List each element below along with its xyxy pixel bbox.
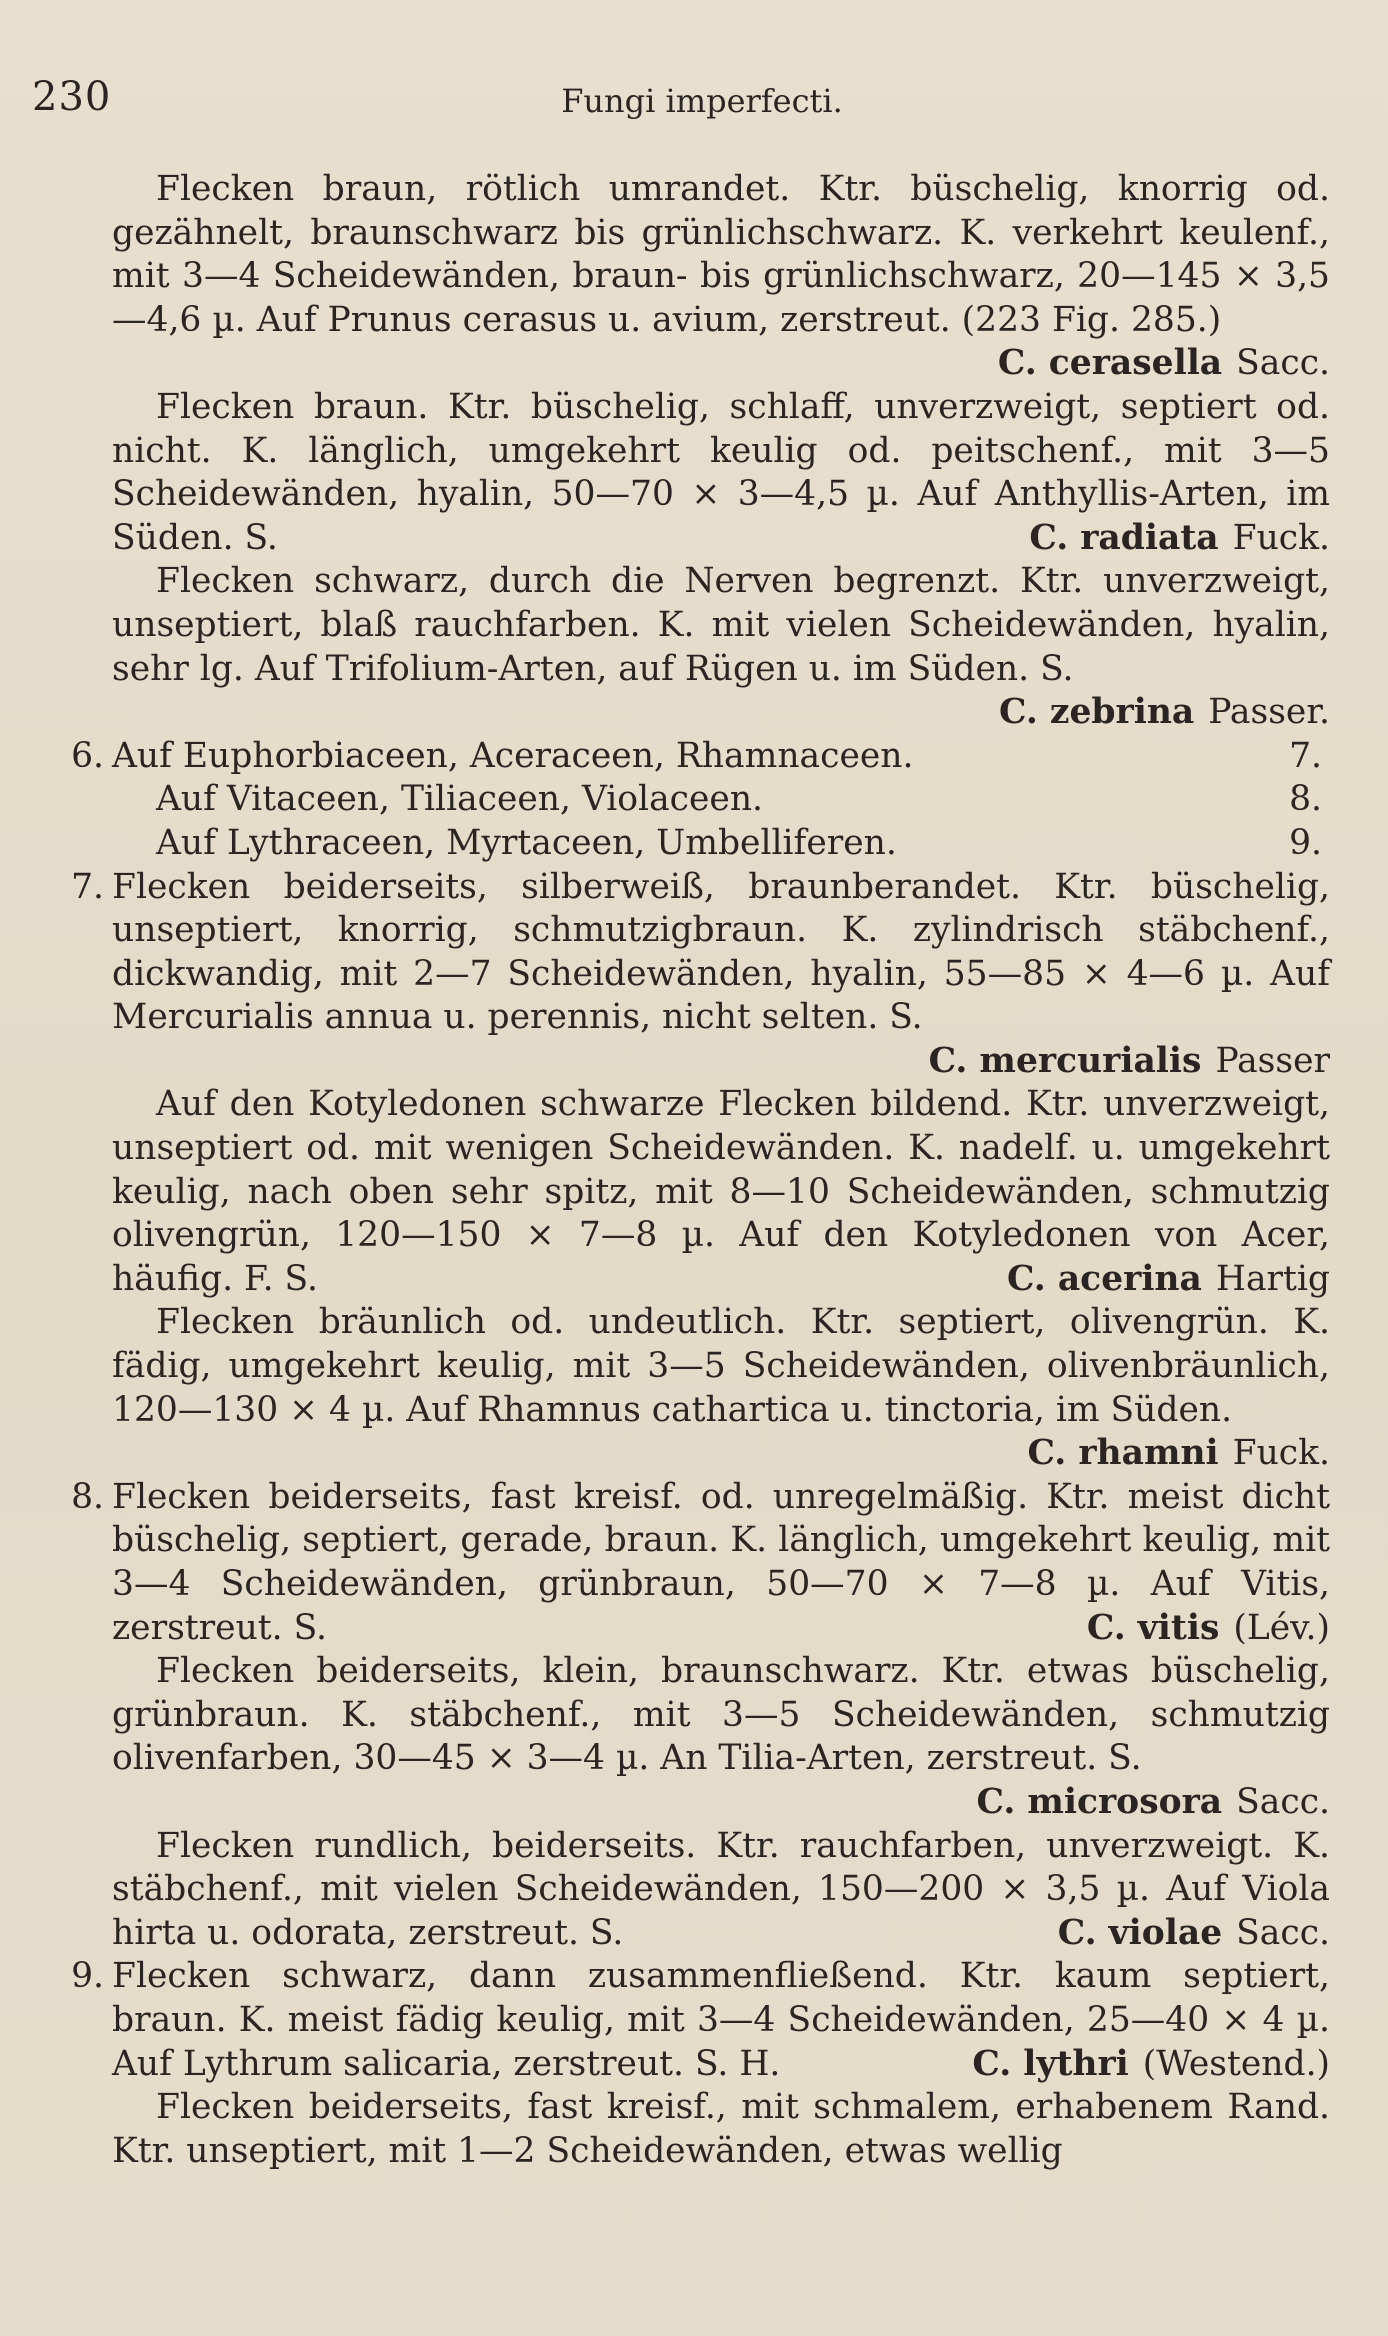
species-entry: [71, 866, 1330, 1084]
key-line-ref: 9.: [1289, 822, 1322, 863]
species-entry: [112, 2086, 1330, 2173]
species-genus: C. rhamni: [1027, 1433, 1219, 1474]
key-number: 9.: [71, 1956, 104, 1997]
species-entry: [112, 168, 1330, 386]
species-entry: [71, 1476, 1330, 1650]
species-name: [965, 517, 1330, 561]
species-author: Fuck.: [1232, 1433, 1330, 1474]
page-body: [71, 168, 1330, 2173]
key-number: 6.: [71, 735, 104, 776]
entry-text: Auf den Kotyledonen schwarze Flecken bildend. Ktr. unverzweigt, unseptiert od. mit wenigen Scheidewänden. K. nadelf. u. umgekehrt keulig, nach oben sehr spitz, mit 8—10 Scheidewänden, schmutzig olivengrün, 120—150 × 7—8 µ. Auf den Kotyledonen von Acer, häufig. F. S.: [112, 1084, 1330, 1299]
species-name: [934, 342, 1330, 386]
species-author: Sacc.: [1236, 1781, 1330, 1822]
species-entry: [112, 386, 1330, 560]
species-entry: [71, 1955, 1330, 2086]
key-couplet-6: [71, 735, 1330, 866]
key-line: [112, 778, 1330, 822]
entry-text: Flecken braun, rötlich umrandet. Ktr. büschelig, knorrig od. gezähnelt, braunschwarz bis grünlichschwarz. K. verkehrt keulenf., mit 3—4 Scheidewänden, braun- bis grünlichschwarz, 20—145 × 3,5—4,6 µ. Auf Prunus cerasus u. avium, zerstreut. (223 Fig. 285.): [112, 169, 1330, 340]
species-entry: [112, 1083, 1330, 1301]
species-name: [1067, 1607, 1330, 1651]
species-genus: C. mercurialis: [928, 1040, 1202, 1081]
entry-text: Flecken rundlich, beiderseits. Ktr. rauchfarben, unverzweigt. K. stäbchenf., mit vielen Scheidewänden, 150—200 × 3,5 µ. Auf Viola hirta u. odorata, zerstreut. S.: [112, 1825, 1330, 1953]
species-genus: C. zebrina: [999, 692, 1195, 733]
species-entry: [112, 560, 1330, 734]
entry-text: Flecken schwarz, durch die Nerven begrenzt. Ktr. unverzweigt, unseptiert, blaß rauchfarben. K. mit vielen Scheidewänden, hyalin, sehr lg. Auf Trifolium-Arten, auf Rügen u. im Süden. S.: [112, 561, 1330, 689]
species-genus: C. radiata: [1029, 517, 1219, 558]
species-name: [994, 1912, 1330, 1956]
key-number: 7.: [71, 866, 104, 907]
species-entry: [112, 1650, 1330, 1824]
entry-text: Flecken braun. Ktr. büschelig, schlaff, unverzweigt, septiert od. nicht. K. länglich, umgekehrt keulig od. peitschenf., mit 3—5 Scheidewänden, hyalin, 50—70 × 3—4,5 µ. Auf Anthyllis-Arten, im Süden. S.: [112, 386, 1330, 558]
species-author: (Lév.): [1233, 1607, 1330, 1648]
species-author: Sacc.: [1236, 343, 1330, 384]
key-line: [112, 822, 1330, 866]
species-entry: [112, 1825, 1330, 1956]
key-line-ref: 7.: [1289, 735, 1322, 776]
species-name: [909, 1040, 1330, 1084]
key-line: [112, 735, 1330, 779]
species-author: Sacc.: [1236, 1912, 1330, 1953]
species-name: [913, 1781, 1330, 1825]
species-author: Passer.: [1208, 692, 1330, 733]
page-header: [32, 74, 1332, 134]
species-name: [943, 1258, 1330, 1302]
entry-text: Flecken bräunlich od. undeutlich. Ktr. septiert, olivengrün. K. fädig, umgekehrt keulig, mit 3—5 Scheidewänden, olivenbräunlich, 120—130 × 4 µ. Auf Rhamnus cathartica u. tinctoria, im Süden.: [112, 1302, 1330, 1430]
species-name: [935, 691, 1330, 735]
species-genus: C. microsora: [976, 1781, 1223, 1822]
species-author: Fuck.: [1232, 517, 1330, 558]
species-author: Hartig: [1215, 1258, 1330, 1299]
key-line-text: Auf Euphorbiaceen, Aceraceen, Rhamnaceen.: [112, 735, 914, 776]
entry-text: Flecken beiderseits, silberweiß, braunberandet. Ktr. büschelig, unseptiert, knorrig, schmutzigbraun. K. zylindrisch stäbchenf., dickwandig, mit 2—7 Scheidewänden, hyalin, 55—85 × 4—6 µ. Auf Mercurialis annua u. perennis, nicht selten. S.: [112, 866, 1330, 1038]
entry-text: Flecken beiderseits, fast kreisf., mit schmalem, erhabenem Rand. Ktr. unseptiert, mit 1—2 Scheidewänden, etwas wellig: [112, 2087, 1330, 2171]
key-number: 8.: [71, 1476, 104, 1517]
key-line-text: Auf Lythraceen, Myrtaceen, Umbelliferen.: [156, 822, 897, 863]
entry-text: Flecken schwarz, dann zusammenfließend. Ktr. kaum septiert, braun. K. meist fädig keulig, mit 3—4 Scheidewänden, 25—40 × 4 µ. Auf Lythrum salicaria, zerstreut. S. H.: [112, 1956, 1330, 2084]
species-genus: C. violae: [1057, 1912, 1223, 1953]
species-author: (Westend.): [1142, 2043, 1330, 2084]
species-genus: C. acerina: [1006, 1258, 1202, 1299]
species-author: Passer: [1215, 1040, 1330, 1081]
running-title: Fungi imperfecti.: [561, 82, 843, 120]
species-genus: C. lythri: [972, 2043, 1129, 2084]
entry-text: Flecken beiderseits, klein, braunschwarz. Ktr. etwas büschelig, grünbraun. K. stäbchenf., mit 3—5 Scheidewänden, schmutzig olivenfarben, 30—45 × 3—4 µ. An Tilia-Arten, zerstreut. S.: [112, 1651, 1330, 1779]
key-line-text: Auf Vitaceen, Tiliaceen, Violaceen.: [156, 779, 764, 820]
entry-text: Flecken beiderseits, fast kreisf. od. unregelmäßig. Ktr. meist dicht büschelig, septiert, gerade, braun. K. länglich, umgekehrt keulig, mit 3—4 Scheidewänden, grünbraun, 50—70 × 7—8 µ. Auf Vitis, zerstreut. S.: [112, 1476, 1330, 1648]
page-number: 230: [32, 74, 112, 120]
key-line-ref: 8.: [1289, 779, 1322, 820]
species-entry: [112, 1301, 1330, 1475]
species-genus: C. cerasella: [997, 343, 1223, 384]
species-genus: C. vitis: [1086, 1607, 1220, 1648]
species-name: [952, 2043, 1330, 2087]
species-name: [963, 1432, 1330, 1476]
